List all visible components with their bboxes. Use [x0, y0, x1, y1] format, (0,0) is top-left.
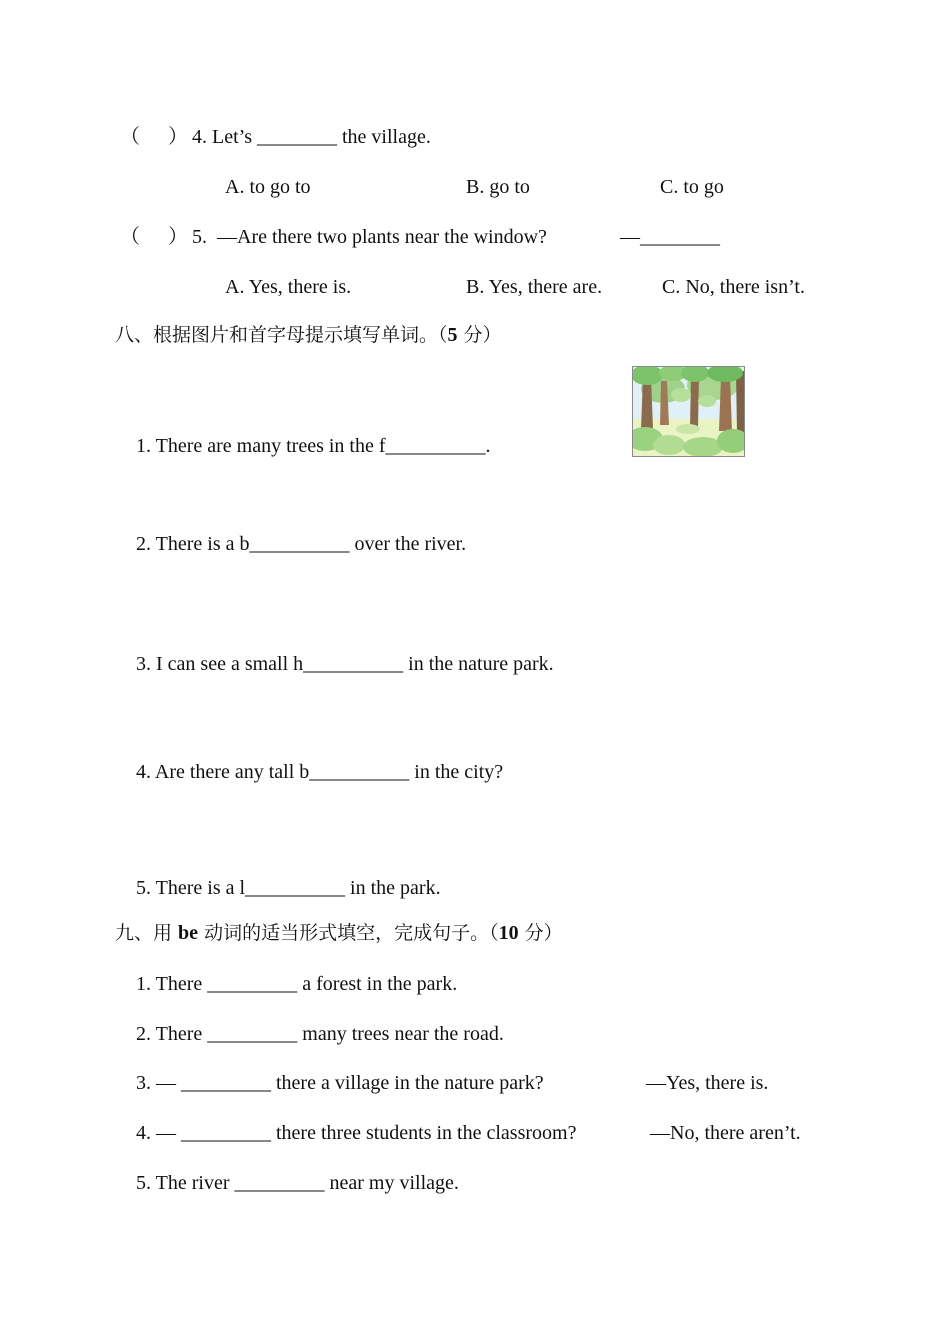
answer-blank: —________: [620, 226, 720, 248]
forest-icon: [633, 367, 744, 456]
answer-paren-close: ）: [168, 126, 188, 148]
answer-paren-open: （: [120, 226, 140, 248]
question-stem: 5. —Are there two plants near the window?: [192, 226, 547, 248]
heading-text: 分）: [457, 324, 502, 346]
be-verb-item: 1. There _________ a forest in the park.: [136, 973, 458, 995]
section-9-heading: [115, 921, 563, 945]
forest-picture: [632, 366, 745, 457]
heading-text: 八、根据图片和首字母提示填写单词。（: [115, 324, 448, 346]
question-stem: 4. Let’s ________ the village.: [192, 126, 431, 148]
be-verb-item: 4. — _________ there three students in the classroom?: [136, 1122, 577, 1144]
option-c: C. to go: [660, 176, 724, 198]
section-8-heading: [115, 323, 502, 347]
option-b: B. Yes, there are.: [466, 276, 603, 298]
fill-in-item: 5. There is a l__________ in the park.: [136, 877, 441, 899]
answer-paren-open: （: [120, 126, 140, 148]
option-b: B. go to: [466, 176, 530, 198]
heading-text: 动词的适当形式填空，完成句子。（: [198, 922, 499, 944]
option-a: A. Yes, there is.: [225, 276, 352, 298]
fill-in-item: 4. Are there any tall b__________ in the city?: [136, 761, 504, 783]
heading-text: 九、用: [115, 922, 179, 944]
heading-text: 分）: [518, 922, 563, 944]
be-verb-item: 5. The river _________ near my village.: [136, 1172, 459, 1194]
option-c: C. No, there isn’t.: [662, 276, 805, 298]
fill-in-item: 3. I can see a small h__________ in the nature park.: [136, 653, 554, 675]
response-text: —No, there aren’t.: [650, 1122, 801, 1144]
be-verb-item: 3. — _________ there a village in the nature park?: [136, 1072, 544, 1094]
heading-score: 10: [498, 922, 519, 944]
option-a: A. to go to: [225, 176, 311, 198]
answer-paren-close: ）: [168, 226, 188, 248]
heading-score: 5: [447, 324, 458, 346]
fill-in-item: 1. There are many trees in the f__________.: [136, 435, 491, 457]
heading-be: be: [178, 922, 199, 944]
fill-in-item: 2. There is a b__________ over the river.: [136, 533, 467, 555]
be-verb-item: 2. There _________ many trees near the road.: [136, 1023, 504, 1045]
response-text: —Yes, there is.: [646, 1072, 769, 1094]
